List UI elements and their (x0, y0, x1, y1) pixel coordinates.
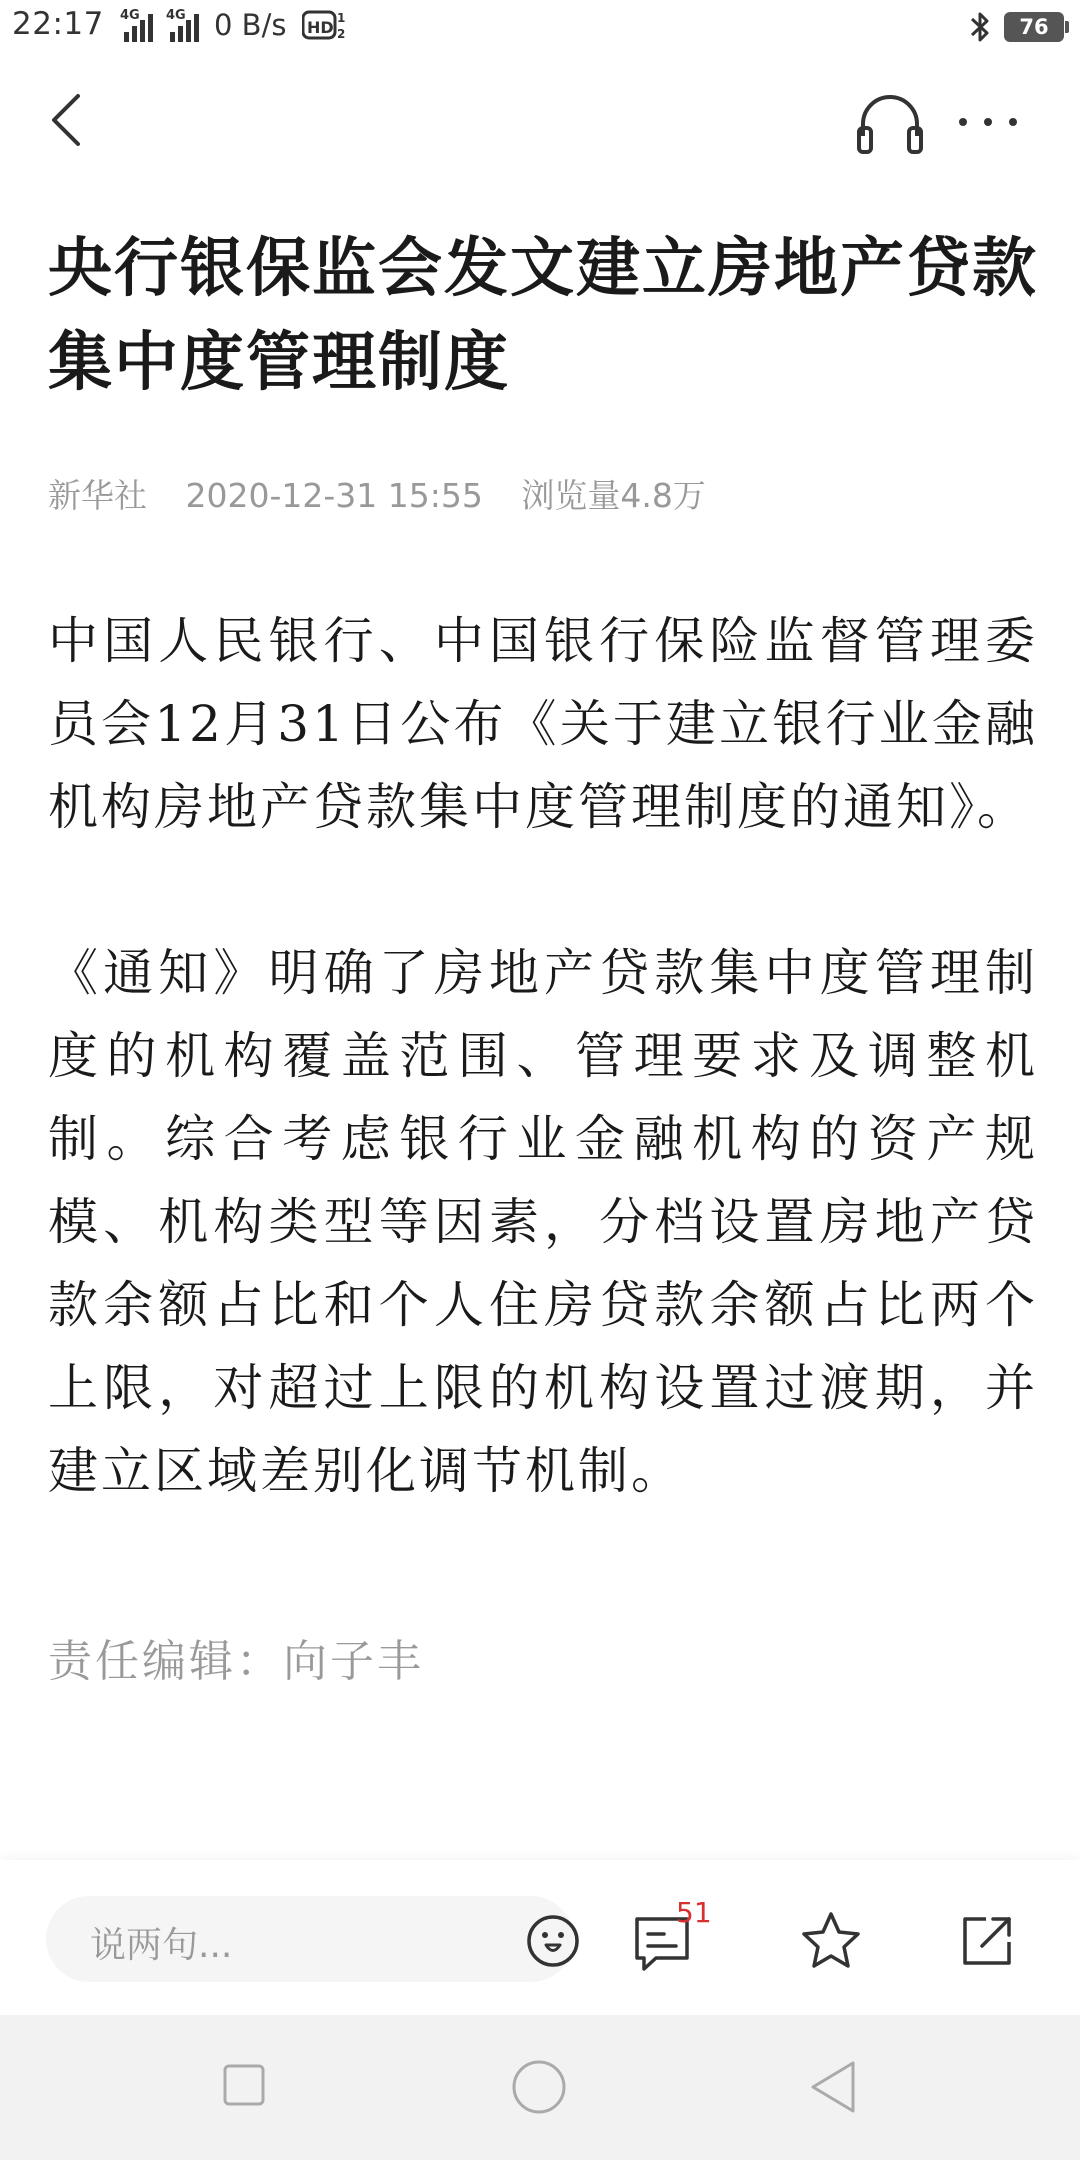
bluetooth-icon (968, 10, 992, 44)
system-navigation-bar (0, 2015, 1080, 2160)
comment-placeholder: 说两句... (90, 1925, 233, 1966)
triangle-left-icon (808, 2059, 858, 2115)
smiley-icon (526, 1914, 580, 1968)
chevron-left-icon (40, 90, 92, 150)
share-icon (960, 1914, 1014, 1968)
favorite-button[interactable] (800, 1910, 862, 1972)
star-icon (800, 1910, 862, 1972)
emoji-button[interactable] (526, 1914, 580, 1968)
network-type-label: 4G (166, 8, 186, 23)
article-body (48, 600, 1038, 1596)
listen-button[interactable] (855, 90, 925, 156)
back-button[interactable] (40, 90, 92, 150)
svg-text:1: 1 (337, 11, 346, 25)
network-speed: 0 B/s (214, 8, 287, 42)
network-type-label: 4G (120, 8, 140, 23)
signal-icon (166, 10, 206, 42)
status-bar (0, 0, 1080, 58)
system-back-button[interactable] (808, 2059, 858, 2115)
article-datetime: 2020-12-31 15:55 (185, 476, 483, 515)
bottom-action-bar (0, 1860, 1080, 2015)
article-editor: 责任编辑：向子丰 (48, 1636, 424, 1687)
square-icon (222, 2063, 266, 2107)
article-source[interactable]: 新华社 (48, 476, 147, 515)
article-paragraph: 《通知》明确了房地产贷款集中度管理制度的机构覆盖范围、管理要求及调整机制。综合考虑银行业金融机构的资产规模、机构类型等因素，分档设置房地产贷款余额占比和个人住房贷款余额占比两个上限，对超过上限的机构设置过渡期，并建立区域差别化调节机制。 (48, 944, 1038, 1500)
more-horizontal-icon (955, 102, 1021, 142)
share-button[interactable] (960, 1914, 1014, 1968)
svg-text:2: 2 (337, 27, 346, 41)
article-header (0, 58, 1080, 188)
recents-button[interactable] (222, 2063, 266, 2107)
hd-voice-icon (302, 8, 348, 42)
headphones-icon (855, 90, 925, 156)
signal-icon (120, 10, 160, 42)
battery-indicator: 76 (1004, 12, 1064, 42)
circle-icon (511, 2059, 567, 2115)
hd-label: HD (307, 18, 334, 37)
article-views: 浏览量4.8万 (521, 476, 706, 515)
more-button[interactable] (955, 102, 1021, 142)
article-title: 央行银保监会发文建立房地产贷款集中度管理制度 (48, 231, 1038, 400)
article-paragraph: 中国人民银行、中国银行保险监督管理委员会12月31日公布《关于建立银行业金融机构房地产贷款集中度管理制度的通知》。 (48, 612, 1038, 836)
status-time: 22:17 (12, 6, 104, 42)
home-button[interactable] (511, 2059, 567, 2115)
comment-count-badge: 51 (676, 1896, 712, 1929)
article-meta (48, 470, 734, 517)
comment-input[interactable] (46, 1896, 574, 1982)
